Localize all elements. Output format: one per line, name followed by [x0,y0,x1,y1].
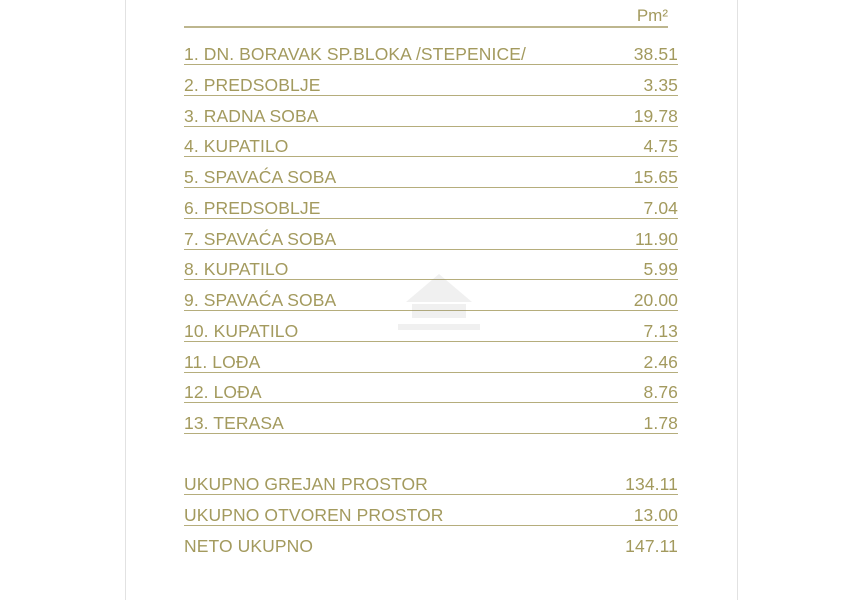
table-header [184,4,668,28]
row-name: 9. SPAVAĆA SOBA [184,290,337,310]
room-row [184,378,678,403]
row-area: 3.35 [643,74,678,95]
row-name: UKUPNO GREJAN PROSTOR [184,474,428,494]
row-area: 11.90 [635,228,678,249]
room-row [184,348,678,373]
row-area: 1.78 [643,413,678,433]
row-area: 13.00 [633,505,678,525]
total-row [184,501,678,526]
row-name: NETO UKUPNO [184,536,314,556]
room-row [184,225,678,250]
room-row [184,71,678,96]
room-row [184,102,678,127]
row-name: 8. KUPATILO [184,259,289,280]
row-area: 20.00 [633,290,678,310]
row-area: 134.11 [625,474,678,494]
watermark-logo [398,262,480,342]
row-area: 19.78 [633,105,678,126]
row-name: 4. KUPATILO [184,136,289,157]
row-name: 6. PREDSOBLJE [184,197,321,218]
row-name: 10. KUPATILO [184,320,299,341]
room-row [184,163,678,188]
row-name: 7. SPAVAĆA SOBA [184,228,337,249]
unit-label: Pm² [636,6,668,25]
row-area: 2.46 [643,351,678,372]
row-area: 15.65 [633,167,678,187]
row-name: 1. DN. BORAVAK SP.BLOKA /STEPENICE/ [184,44,526,64]
row-area: 7.13 [643,320,678,341]
room-row [184,132,678,157]
row-area: 5.99 [643,259,678,280]
row-name: 11. LOĐA [184,351,261,372]
row-name: 2. PREDSOBLJE [184,74,321,95]
room-row [184,409,678,434]
row-area: 147.11 [625,536,678,556]
row-name: UKUPNO OTVOREN PROSTOR [184,505,444,525]
room-row [184,194,678,219]
total-row [184,470,678,495]
row-name: 5. SPAVAĆA SOBA [184,167,337,187]
row-area: 8.76 [643,382,678,403]
total-row [184,532,678,556]
row-area: 4.75 [643,136,678,157]
row-name: 13. TERASA [184,413,284,433]
row-name: 3. RADNA SOBA [184,105,319,126]
row-area: 7.04 [643,197,678,218]
room-row [184,40,678,65]
row-area: 38.51 [633,44,678,64]
row-name: 12. LOĐA [184,382,262,403]
